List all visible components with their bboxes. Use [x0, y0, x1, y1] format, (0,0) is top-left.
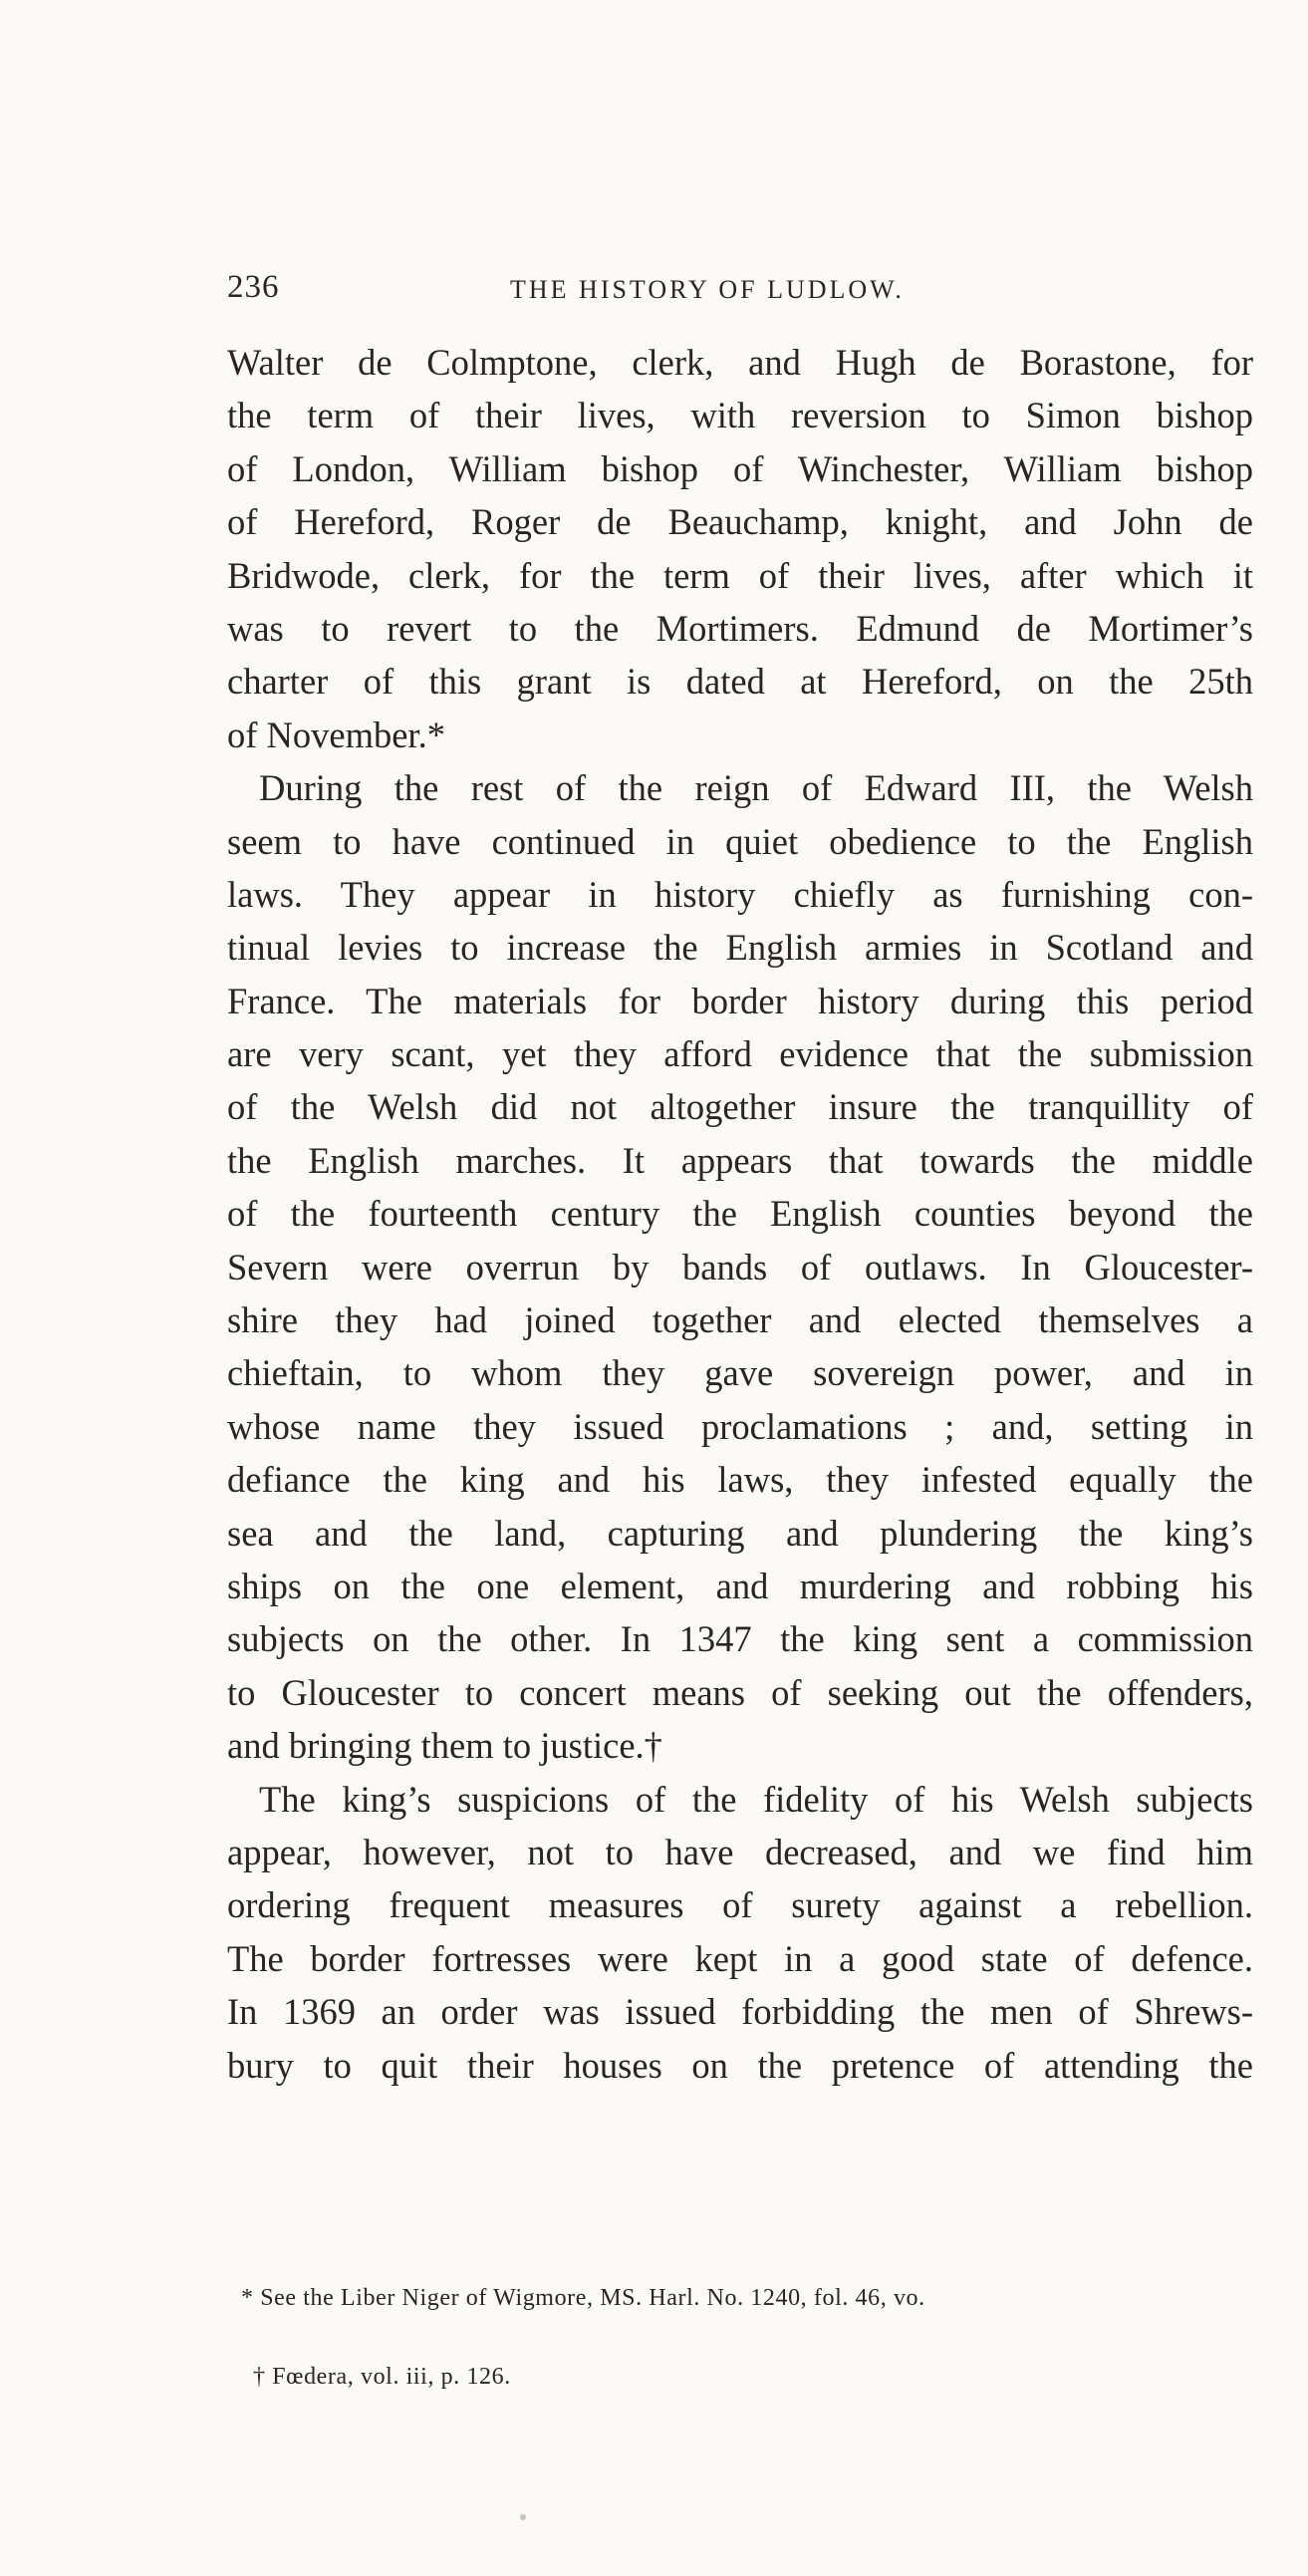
running-header — [227, 269, 1104, 309]
text-line: of Hereford, Roger de Beauchamp, knight, and John de — [227, 501, 1253, 543]
text-line: of the Welsh did not altogether insure the tranquillity of — [227, 1086, 1253, 1128]
paragraph-start-line: The king’s suspicions of the fidelity of his Welsh subjects — [259, 1778, 1253, 1820]
text-line: France. The materials for border history during this period — [227, 980, 1253, 1021]
text-line: to Gloucester to concert means of seeking out the offenders, — [227, 1671, 1253, 1713]
footnote-wigmore: * See the Liber Niger of Wigmore, MS. Harl. No. 1240, fol. 46, vo. — [241, 2285, 925, 2311]
text-line: and bringing them to justice.† — [227, 1725, 662, 1767]
text-line: was to revert to the Mortimers. Edmund de Mortimer’s — [227, 607, 1253, 649]
paper-speck — [520, 2514, 526, 2520]
text-line: The border fortresses were kept in a good state of defence. — [227, 1937, 1253, 1979]
text-line: ships on the one element, and murdering and robbing his — [227, 1565, 1253, 1606]
text-line: Bridwode, clerk, for the term of their lives, after which it — [227, 554, 1253, 596]
text-line: seem to have continued in quiet obedience to the English — [227, 820, 1253, 862]
text-line: appear, however, not to have decreased, and we find him — [227, 1831, 1253, 1872]
text-line: subjects on the other. In 1347 the king sent a commission — [227, 1618, 1253, 1660]
text-line: laws. They appear in history chiefly as furnishing con- — [227, 873, 1253, 915]
running-title: THE HISTORY OF LUDLOW. — [510, 275, 905, 304]
body-text — [227, 336, 1308, 2092]
text-line: whose name they issued proclamations ; and, setting in — [227, 1405, 1253, 1447]
text-line: the term of their lives, with reversion to Simon bishop — [227, 395, 1253, 436]
paragraph-start-line: During the rest of the reign of Edward III, the Welsh — [259, 767, 1253, 809]
text-line: In 1369 an order was issued forbidding the men of Shrews- — [227, 1991, 1253, 2033]
text-line: of London, William bishop of Winchester, William bishop — [227, 447, 1253, 489]
text-line: are very scant, yet they afford evidence that the submission — [227, 1033, 1253, 1075]
text-line: charter of this grant is dated at Hereford, on the 25th — [227, 661, 1253, 703]
text-line: shire they had joined together and elected themselves a — [227, 1299, 1253, 1341]
text-line: bury to quit their houses on the pretence of attending the — [227, 2044, 1253, 2086]
footnote-foedera: † Fœdera, vol. iii, p. 126. — [253, 2364, 511, 2390]
text-line: sea and the land, capturing and plundering the king’s — [227, 1512, 1253, 1554]
text-line: of November.* — [227, 714, 445, 755]
text-line: ordering frequent measures of surety against a rebellion. — [227, 1884, 1253, 1926]
text-line: defiance the king and his laws, they infested equally the — [227, 1459, 1253, 1501]
text-line: chieftain, to whom they gave sovereign power, and in — [227, 1352, 1253, 1394]
text-line: of the fourteenth century the English counties beyond the — [227, 1193, 1253, 1235]
footnotes — [227, 2285, 1253, 2391]
text-line: Walter de Colmptone, clerk, and Hugh de Borastone, for — [227, 342, 1253, 383]
page-number: 236 — [227, 269, 280, 305]
text-line: tinual levies to increase the English armies in Scotland and — [227, 927, 1253, 969]
text-line: Severn were overrun by bands of outlaws. In Gloucester- — [227, 1246, 1253, 1288]
text-line: the English marches. It appears that towards the middle — [227, 1139, 1253, 1181]
